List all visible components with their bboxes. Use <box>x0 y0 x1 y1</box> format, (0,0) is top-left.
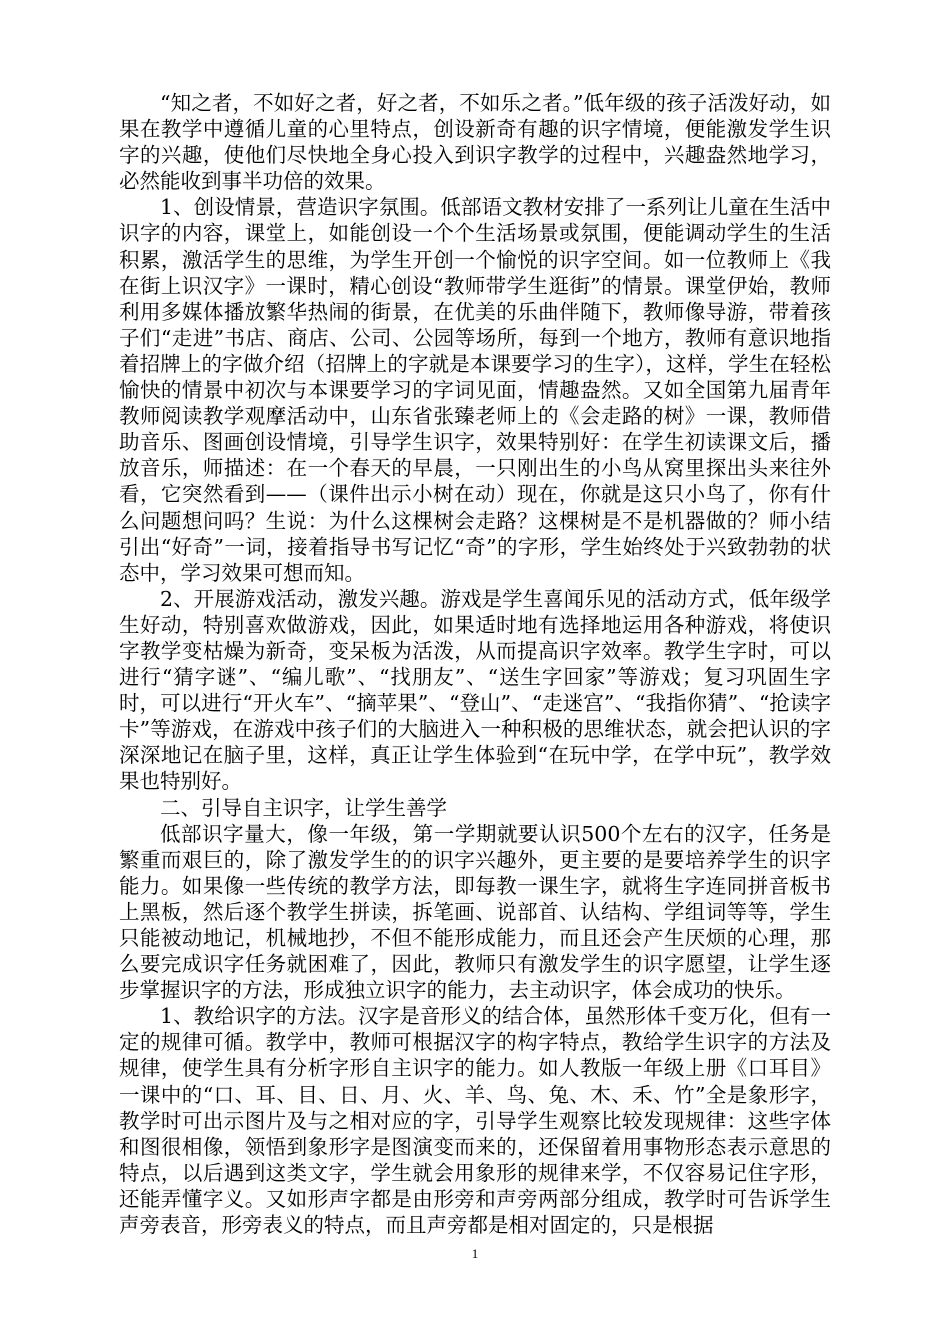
paragraph-create-scenes: 1、创设情景，营造识字氛围。低部语文教材安排了一系列让儿童在生活中识字的内容，课堂上，如能创设一个个生活场景或氛围，便能调动学生的生活积累，激活学生的思维，为学生开创一个愉悦的识字空间。如一位教师上《我在街上识汉字》一课时，精心创设“教师带学生逛街”的情景。课堂伊始，教师利用多媒体播放繁华热闹的街景，在优美的乐曲伴随下，教师像导游，带着孩子们“走进”书店、商店、公司、公园等场所，每到一个地方，教师有意识地指着招牌上的字做介绍（招牌上的字就是本课要学习的生字），这样，学生在轻松愉快的情景中初次与本课要学习的字词见面，情趣盎然。又如全国第九届青年教师阅读教学观摩活动中，山东省张臻老师上的《会走路的树》一课，教师借助音乐、图画创设情境，引导学生识字，效果特别好：在学生初读课文后，播放音乐，师描述：在一个春天的早晨，一只刚出生的小鸟从窝里探出头来往外看，它突然看到——（课件出示小树在动）现在，你就是这只小鸟了，你有什么问题想问吗？生说：为什么这棵树会走路？这棵树是不是机器做的？师小结引出“好奇”一词，接着指导书写记忆“奇”的字形，学生始终处于兴致勃勃的状态中，学习效果可想而知。 <box>119 195 831 585</box>
paragraph-methods: 1、教给识字的方法。汉字是音形义的结合体，虽然形体千变万化，但有一定的规律可循。教学中，教师可根据汉字的构字特点，教给学生识字的方法及规律，使学生具有分析字形自主识字的能力。如人教版一年级上册《口耳目》一课中的“口、耳、目、日、月、火、羊、鸟、兔、木、禾、竹”全是象形字，教学时可出示图片及与之相对应的字，引导学生观察比较发现规律：这些字体和图很相像，领悟到象形字是图演变而来的，还保留着用事物形态表示意思的特点，以后遇到这类文字，学生就会用象形的规律来学，不仅容易记住字形，还能弄懂字义。又如形声字都是由形旁和声旁两部分组成，教学时可告诉学生声旁表音，形旁表义的特点，而且声旁都是相对固定的，只是根据 <box>119 1004 831 1238</box>
body-text <box>119 90 831 1238</box>
section-heading-self-learning: 二、引导自主识字，让学生善学 <box>160 795 447 820</box>
paragraph-literacy-ability: 低部识字量大，像一年级，第一学期就要认识500个左右的汉字，任务是繁重而艰巨的，除了激发学生的的识字兴趣外，更主要的是要培养学生的识字能力。如果像一些传统的教学方法，即每教一课生字，就将生字连同拼音板书上黑板，然后逐个教学生拼读，拆笔画、说部首、认结构、学组词等等，学生只能被动地记，机械地抄，不但不能形成能力，而且还会产生厌烦的心理，那么要完成识字任务就困难了，因此，教师只有激发学生的识字愿望，让学生逐步掌握识字的方法，形成独立识字的能力，去主动识字，体会成功的快乐。 <box>119 821 831 1003</box>
page-number: 1 <box>471 1246 479 1261</box>
paragraph-intro: “知之者，不如好之者，好之者，不如乐之者。”低年级的孩子活泼好动，如果在教学中遵循儿童的心里特点，创设新奇有趣的识字情境，便能激发学生识字的兴趣，使他们尽快地全身心投入到识字教学的过程中，兴趣盎然地学习，必然能收到事半功倍的效果。 <box>119 91 831 194</box>
paragraph-games: 2、开展游戏活动，激发兴趣。游戏是学生喜闻乐见的活动方式，低年级学生好动，特别喜欢做游戏，因此，如果适时地有选择地运用各种游戏，将使识字教学变枯燥为新奇，变呆板为活泼，从而提高识字效率。教学生字时，可以进行“猜字谜”、“编儿歌”、“找朋友”、“送生字回家”等游戏；复习巩固生字时，可以进行“开火车”、“摘苹果”、“登山”、“走迷宫”、“我指你猜”、“抢读字卡”等游戏，在游戏中孩子们的大脑进入一种积极的思维状态，就会把认识的字深深地记在脑子里，这样，真正让学生体验到“在玩中学，在学中玩”，教学效果也特别好。 <box>119 586 831 794</box>
